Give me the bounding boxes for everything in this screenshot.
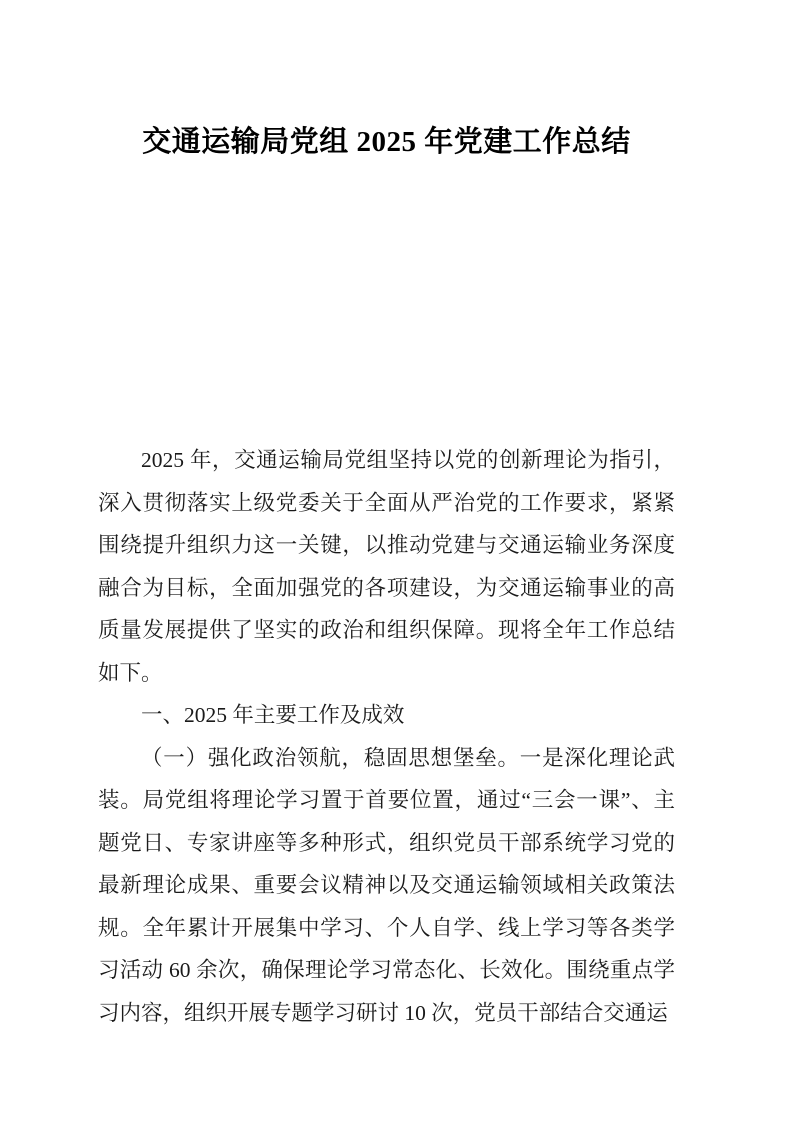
document-title-text: 交通运输局党组 2025 年党建工作总结	[142, 126, 631, 158]
heading-section-1: 一、2025 年主要工作及成效	[141, 703, 405, 727]
paragraph-section-1-1: （一）强化政治领航，稳固思想堡垒。一是深化理论武装。局党组将理论学习置于首要位置，通过“三会一课”、主题党日、专家讲座等多种形式，组织党员干部系统学习党的最新理论成果、重要会议精神以及交通运输领域相关政策法规。全年累计开展集中学习、个人自学、线上学习等各类学习活动 60 余次，确保理论学习常态化、长效化。围绕重点学习内容，组织开展专题学习研讨 10 次，党员干部结合交通运	[98, 745, 675, 1025]
document-title	[98, 0, 675, 163]
paragraph-intro: 2025 年，交通运输局党组坚持以党的创新理论为指引，深入贯彻落实上级党委关于全面从严治党的工作要求，紧紧围绕提升组织力这一关键，以推动党建与交通运输业务深度融合为目标，全面加强党的各项建设，为交通运输事业的高质量发展提供了坚实的政治和组织保障。现将全年工作总结如下。	[98, 448, 675, 685]
